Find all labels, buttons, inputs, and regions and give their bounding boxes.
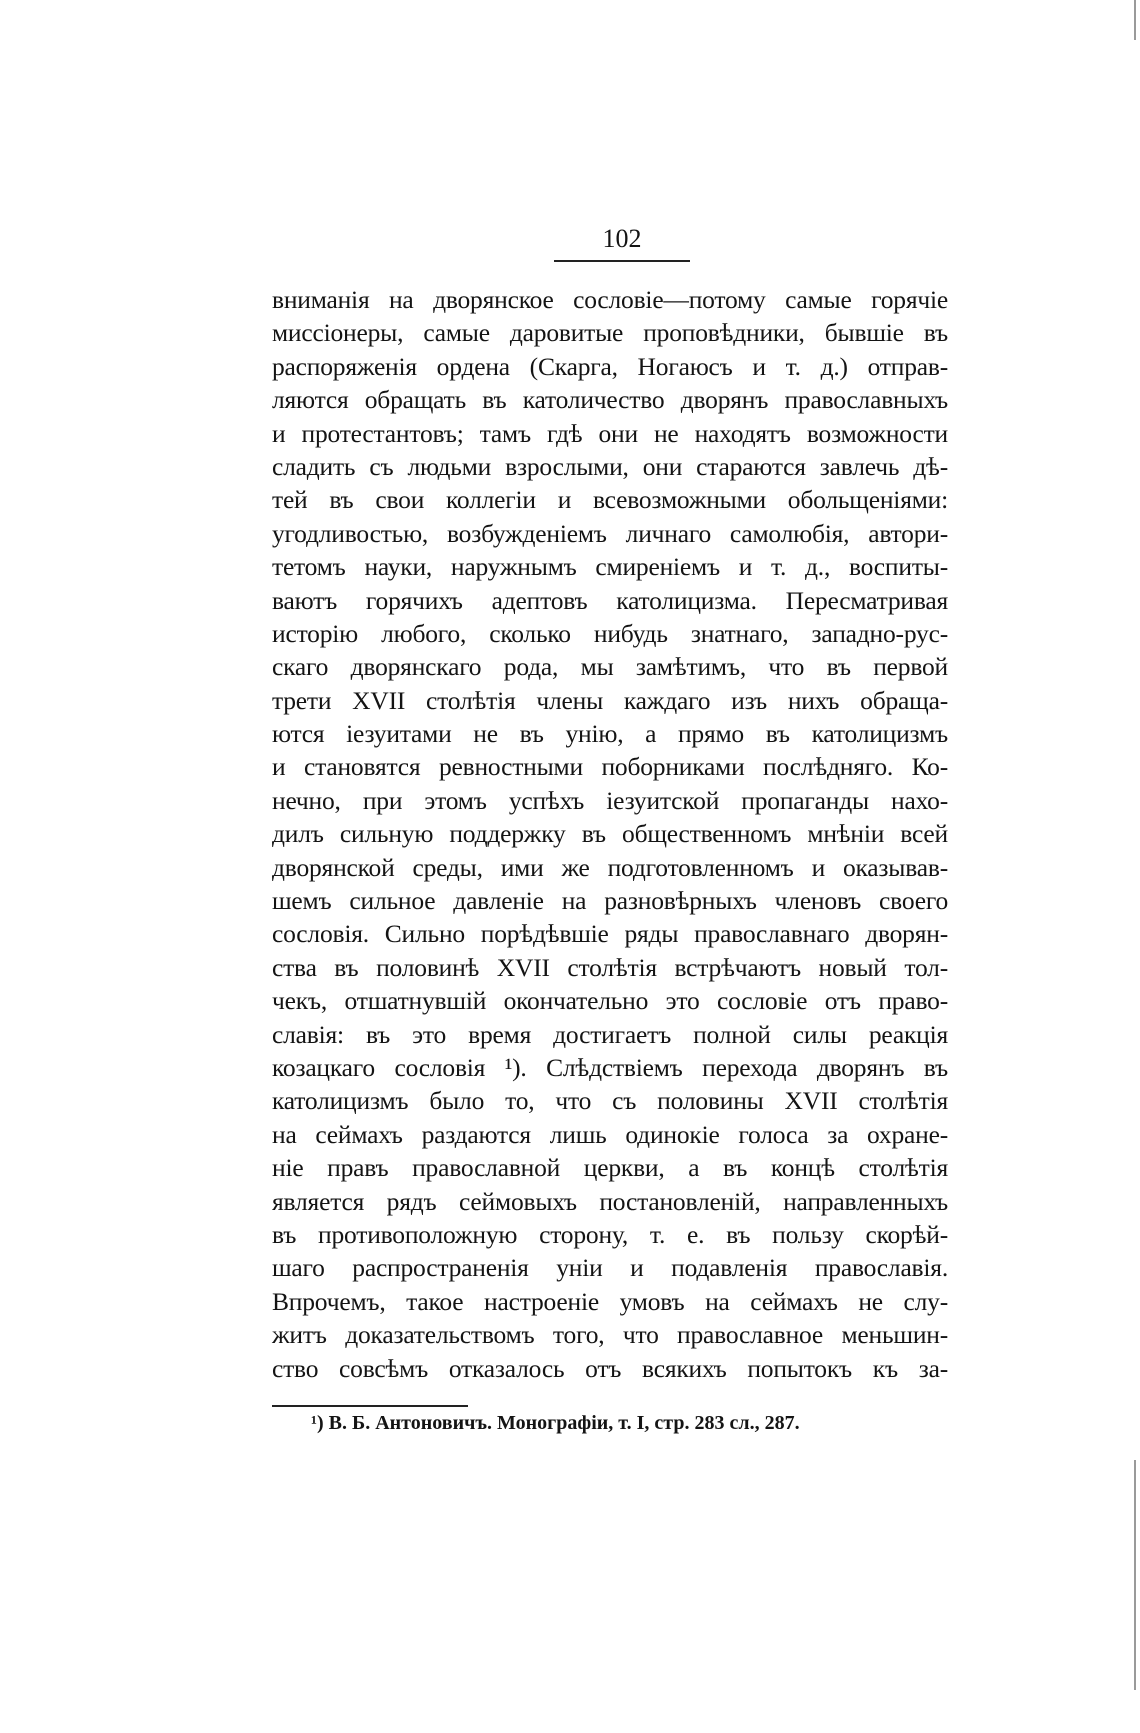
text-line: является рядъ сеймовыхъ постановленій, направленныхъ: [272, 1186, 948, 1216]
text-line: ства въ половинѣ XVII столѣтія встрѣчаютъ новый тол-: [272, 952, 948, 982]
text-line: угодливостью, возбужденіемъ личнаго самолюбія, автори-: [272, 518, 948, 548]
text-line: дворянской среды, ими же подготовленномъ и оказывав-: [272, 852, 948, 882]
scan-edge-mark: [1134, 1460, 1136, 1690]
footnote-rule: [272, 1405, 468, 1407]
text-line: сословія. Сильно порѣдѣвшіе ряды православнаго дворян-: [272, 919, 948, 949]
text-line: житъ доказательствомъ того, что православное меньшин-: [272, 1320, 948, 1350]
text-line: ляются обращать въ католичество дворянъ православныхъ: [272, 385, 948, 415]
text-line: дилъ сильную поддержку въ общественномъ мнѣніи всей: [272, 819, 948, 849]
page-number: 102: [602, 224, 642, 253]
text-line: и становятся ревностными поборниками послѣдняго. Ко-: [272, 752, 948, 782]
scan-edge-mark: [1134, 0, 1136, 40]
text-line: чекъ, отшатнувшій окончательно это сословіе отъ право-: [272, 986, 948, 1016]
text-line: исторію любого, сколько нибудь знатнаго, западно-рус-: [272, 618, 948, 648]
page-number-rule: [554, 260, 690, 262]
text-line: славія: въ это время достигаетъ полной силы реакція: [272, 1019, 948, 1049]
text-line: католицизмъ было то, что съ половины XVII столѣтія: [272, 1086, 948, 1116]
text-line: ніе правъ православной церкви, а въ концѣ столѣтія: [272, 1153, 948, 1183]
body-text: [272, 283, 948, 1385]
text-line: скаго дворянскаго рода, мы замѣтимъ, что въ первой: [272, 652, 948, 682]
text-line: миссіонеры, самые даровитые проповѣдники, бывшіе въ: [272, 318, 948, 348]
text-line: на сеймахъ раздаются лишь одинокіе голоса за охране-: [272, 1119, 948, 1149]
text-line: ются іезуитами не въ унію, а прямо въ католицизмъ: [272, 719, 948, 749]
text-line: распоряженія ордена (Скарга, Ногаюсъ и т. д.) отправ-: [272, 351, 948, 381]
text-line: Впрочемъ, такое настроеніе умовъ на сеймахъ не слу-: [272, 1286, 948, 1316]
text-line: тей въ свои коллегіи и всевозможными обольщеніями:: [272, 485, 948, 515]
footnote: ¹) В. Б. Антоновичъ. Монографіи, т. I, стр. 283 сл., 287.: [311, 1412, 800, 1434]
text-line: козацкаго сословія ¹). Слѣдствіемъ перехода дворянъ въ: [272, 1052, 948, 1082]
text-line: нечно, при этомъ успѣхъ іезуитской пропаганды нахо-: [272, 785, 948, 815]
text-line: сладить съ людьми взрослыми, они стараются завлечь дѣ-: [272, 451, 948, 481]
text-line: шаго распространенія уніи и подавленія православія.: [272, 1253, 948, 1283]
text-line: ваютъ горячихъ адептовъ католицизма. Пересматривая: [272, 585, 948, 615]
text-line: тетомъ науки, наружнымъ смиреніемъ и т. д., воспиты-: [272, 552, 948, 582]
text-line: трети XVII столѣтія члены каждаго изъ нихъ обраща-: [272, 685, 948, 715]
text-line: вниманія на дворянское сословіе—потому самые горячіе: [272, 285, 948, 314]
text-line: въ противоположную сторону, т. е. въ пользу скорѣй-: [272, 1219, 948, 1249]
text-line: ство совсѣмъ отказалось отъ всякихъ попытокъ къ за-: [272, 1353, 948, 1383]
text-line: шемъ сильное давленіе на разновѣрныхъ членовъ своего: [272, 886, 948, 916]
text-line: и протестантовъ; тамъ гдѣ они не находятъ возможности: [272, 418, 948, 448]
